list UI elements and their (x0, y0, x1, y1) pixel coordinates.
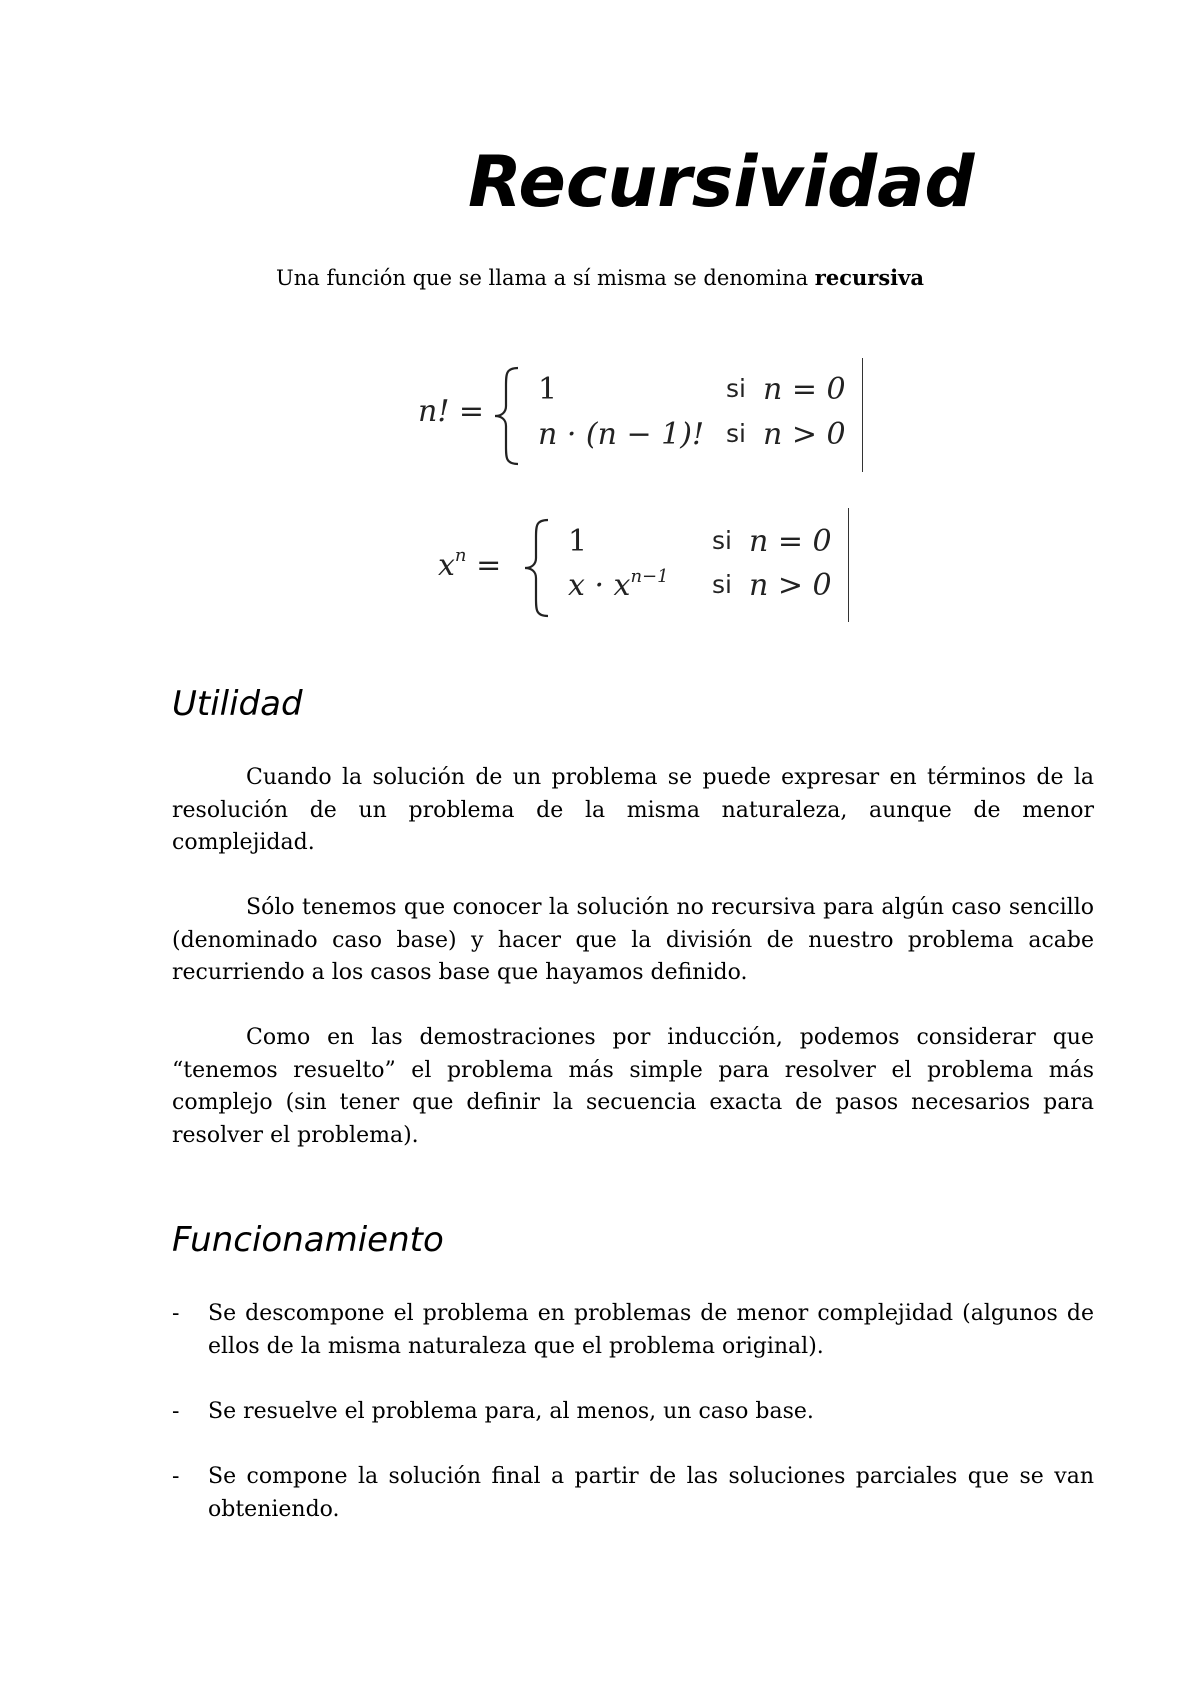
section-heading-funcionamiento: Funcionamiento (172, 1220, 444, 1260)
paragraph: Como en las demostraciones por inducción, podemos considerar que “tenemos resuelto” el problema más simple para resolver el problema más complejo (sin tener que definir la secuencia exacta de pasos necesarios para resolver el problema). (172, 1025, 1094, 1148)
formula-row-cond: si (712, 526, 732, 555)
formula-row-cond-expr (749, 568, 832, 603)
formula-row-expr (538, 417, 704, 452)
section-heading-utilidad: Utilidad (172, 684, 303, 724)
formula-right-bar (848, 508, 849, 622)
formula-row-expr: 1 (568, 524, 588, 559)
formula-lhs: n! = (418, 394, 485, 429)
bullet-marker: - (172, 1464, 180, 1489)
formula-row-cond: si (726, 374, 746, 403)
formula-row-cond-expr (763, 417, 846, 452)
formula-expr-base: x · x (568, 568, 631, 603)
intro-plain: Una función que se llama a sí misma se denomina (276, 266, 815, 290)
formula-cond-expr: n = 0 (763, 372, 846, 407)
list-item-text: Se resuelve el problema para, al menos, un caso base. (208, 1399, 814, 1424)
formula-row-expr: 1 (538, 372, 558, 407)
formula-row-cond-expr (749, 524, 832, 559)
list-item-text: Se compone la solución final a partir de las soluciones parciales que se van obteniendo. (208, 1464, 1094, 1522)
paragraph: Sólo tenemos que conocer la solución no recursiva para algún caso sencillo (denominado caso base) y hacer que la división de nuestro problema acabe recurriendo a los casos base que hayamos definido. (172, 895, 1094, 985)
bullet-marker: - (172, 1399, 180, 1424)
intro-text (0, 262, 1200, 294)
formula-lhs-equals: = (476, 548, 502, 583)
list-item-text: Se descompone el problema en problemas de menor complejidad (algunos de ellos de la misma naturaleza que el problema original). (208, 1301, 1094, 1359)
formula-lhs-base: x (438, 548, 455, 583)
formula-row-cond: si (726, 419, 746, 448)
formula-cond-expr: n > 0 (749, 568, 832, 603)
formula-lhs (438, 545, 502, 583)
brace-icon (492, 366, 522, 466)
paragraph: Cuando la solución de un problema se puede expresar en términos de la resolución de un problema de la misma naturaleza, aunque de menor complejidad. (172, 765, 1094, 855)
formula-cond-expr: n = 0 (749, 524, 832, 559)
formula-row-expr (568, 568, 669, 603)
intro-bold-term: recursiva (814, 265, 924, 290)
list-item (172, 1298, 1094, 1363)
bullet-marker: - (172, 1301, 180, 1326)
formula-lhs-exponent: n (454, 545, 467, 566)
page-title: Recursividad (468, 141, 975, 223)
formula-expr: n · (n − 1)! (538, 417, 705, 452)
list-item (172, 1461, 1094, 1526)
formula-right-bar (862, 358, 863, 472)
formula-expr-exponent: n−1 (630, 566, 669, 587)
brace-icon (522, 518, 552, 618)
formula-row-cond: si (712, 570, 732, 599)
list-item (172, 1396, 1094, 1429)
formula-cond-expr: n > 0 (763, 417, 846, 452)
formula-row-cond-expr (763, 372, 846, 407)
